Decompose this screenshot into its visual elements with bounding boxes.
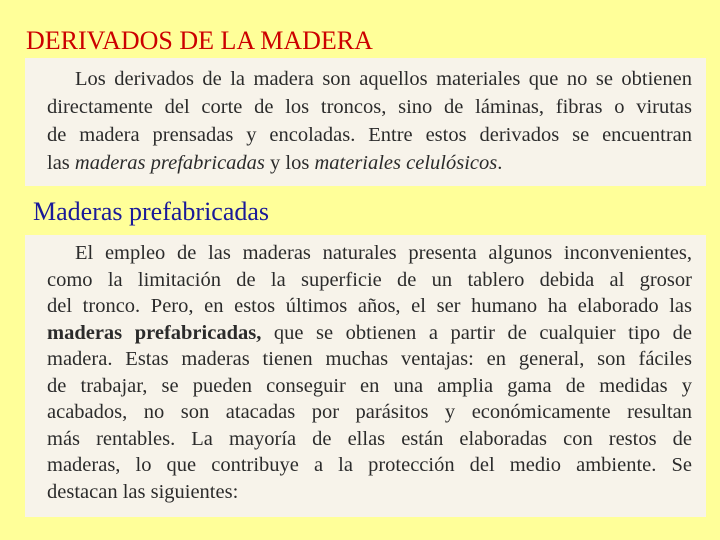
body-text: que se obtienen a partir de cualquier tipo de xyxy=(261,321,692,344)
intro-line xyxy=(47,149,692,177)
body-scan-image xyxy=(25,235,706,517)
intro-scan-image xyxy=(25,58,706,186)
intro-text: . xyxy=(497,152,503,174)
term-maderas-prefabricadas: maderas prefabricadas xyxy=(74,152,265,174)
intro-line: directamente del corte de los troncos, sino de láminas, fibras o virutas xyxy=(47,96,692,118)
intro-line: Los derivados de la madera son aquellos materiales que no se obtienen xyxy=(75,68,692,90)
term-materiales-celulosicos: materiales celulósicos xyxy=(314,152,498,174)
body-line xyxy=(47,320,692,347)
bold-term: maderas prefabricadas, xyxy=(47,321,262,344)
body-line: de trabajar, se pueden conseguir en una amplia gama de medidas y xyxy=(47,374,692,397)
body-line: destacan las siguientes: xyxy=(47,480,239,503)
body-line: como la limitación de la superficie de un tablero debida al grosor xyxy=(47,268,692,291)
body-line: acabados, no son atacadas por parásitos y económicamente resultan xyxy=(47,401,692,423)
body-line: El empleo de las maderas naturales presenta algunos inconvenientes, xyxy=(75,242,692,264)
body-line: maderas, lo que contribuye a la protección del medio ambiente. Se xyxy=(47,454,692,476)
body-line: madera. Estas maderas tienen muchas ventajas: en general, son fáciles xyxy=(47,348,692,370)
intro-text: las xyxy=(47,152,75,174)
slide-title: DERIVADOS DE LA MADERA xyxy=(26,26,373,55)
intro-line: de madera prensadas y encoladas. Entre estos derivados se encuentran xyxy=(47,124,692,146)
section-subtitle: Maderas prefabricadas xyxy=(33,197,270,226)
body-line: del tronco. Pero, en estos últimos años, el ser humano ha elaborado las xyxy=(47,295,692,317)
intro-text: y los xyxy=(264,152,315,174)
body-line: más rentables. La mayoría de ellas están elaboradas con restos de xyxy=(47,427,692,450)
